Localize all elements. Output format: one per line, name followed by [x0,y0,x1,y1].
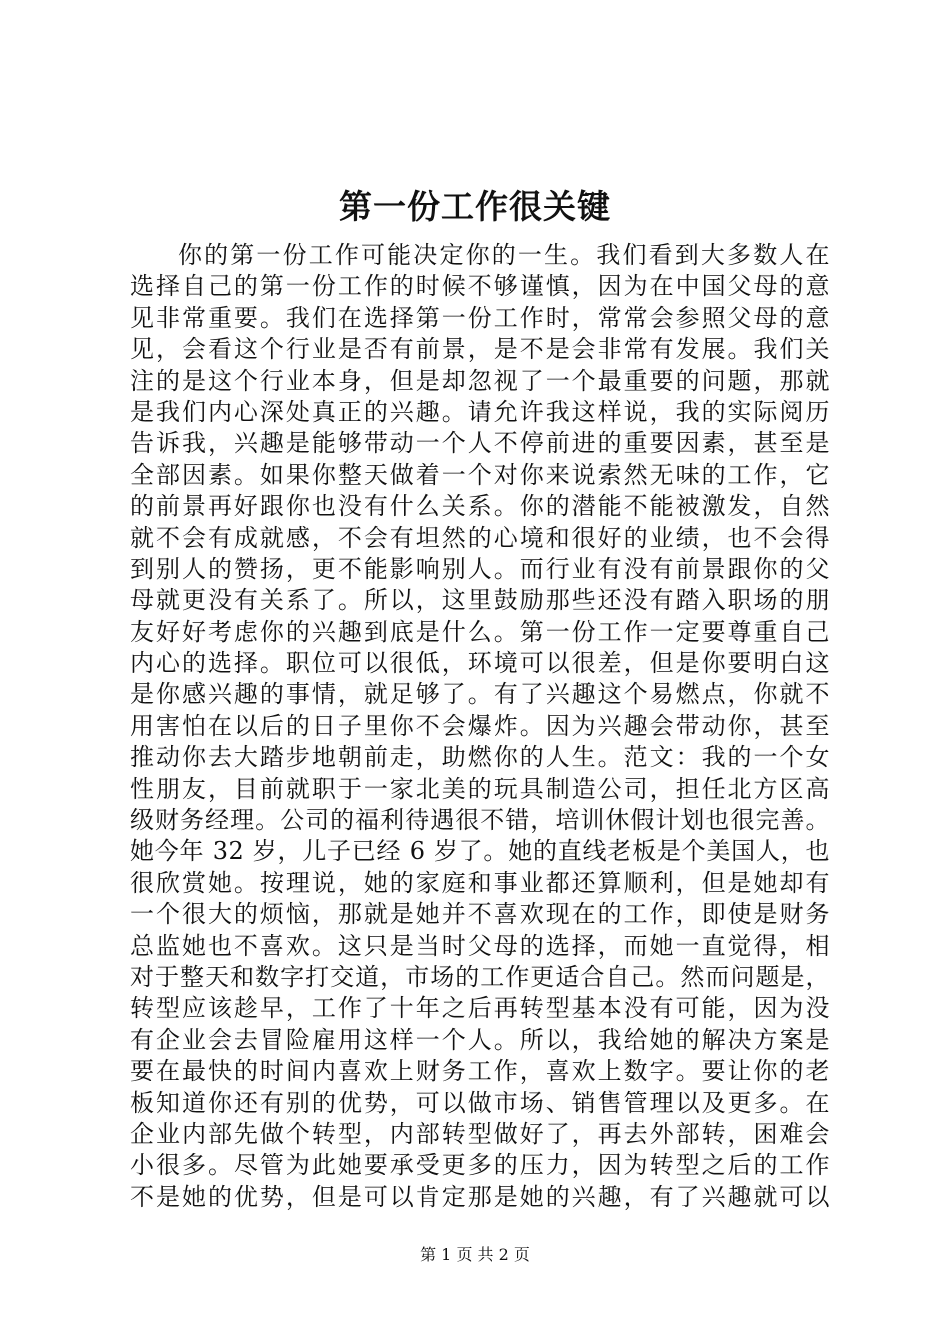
text-line: 注的是这个行业本身，但是却忽视了一个最重要的问题，那就 [130,366,830,395]
text-line: 就不会有成就感，不会有坦然的心境和很好的业绩，也不会得 [130,523,830,552]
text-line: 用害怕在以后的日子里你不会爆炸。因为兴趣会带动你，甚至 [130,711,830,740]
body-paragraph [130,240,830,1213]
text-line: 见，会看这个行业是否有前景，是不是会非常有发展。我们关 [130,335,830,364]
text-line: 的前景再好跟你也没有什么关系。你的潜能不能被激发，自然 [130,492,830,521]
text-line: 小很多。尽管为此她要承受更多的压力，因为转型之后的工作 [130,1151,830,1180]
text-line: 对于整天和数字打交道，市场的工作更适合自己。然而问题是， [130,962,830,991]
text-line: 不是她的优势，但是可以肯定那是她的兴趣，有了兴趣就可以 [130,1182,830,1211]
text-line: 一个很大的烦恼，那就是她并不喜欢现在的工作，即使是财务 [130,900,830,929]
text-line: 企业内部先做个转型，内部转型做好了，再去外部转，困难会 [130,1119,830,1148]
text-line: 她今年 32 岁，儿子已经 6 岁了。她的直线老板是个美国人，也 [130,837,830,866]
text-line: 见非常重要。我们在选择第一份工作时，常常会参照父母的意 [130,303,830,332]
text-line: 总监她也不喜欢。这只是当时父母的选择，而她一直觉得，相 [130,931,830,960]
text-line: 推动你去大踏步地朝前走，助燃你的人生。范文：我的一个女 [130,743,830,772]
text-line: 是我们内心深处真正的兴趣。请允许我这样说，我的实际阅历 [130,397,830,426]
text-line: 要在最快的时间内喜欢上财务工作，喜欢上数字。要让你的老 [130,1057,830,1086]
text-line: 性朋友，目前就职于一家北美的玩具制造公司，担任北方区高 [130,774,830,803]
text-line: 有企业会去冒险雇用这样一个人。所以，我给她的解决方案是 [130,1025,830,1054]
text-line: 告诉我，兴趣是能够带动一个人不停前进的重要因素，甚至是 [130,429,830,458]
text-line: 你的第一份工作可能决定你的一生。我们看到大多数人在 [178,241,830,269]
text-line: 友好好考虑你的兴趣到底是什么。第一份工作一定要尊重自己 [130,617,830,646]
text-line: 选择自己的第一份工作的时候不够谨慎，因为在中国父母的意 [130,272,830,301]
text-line: 全部因素。如果你整天做着一个对你来说索然无味的工作，它 [130,460,830,489]
text-line: 很欣赏她。按理说，她的家庭和事业都还算顺利，但是她却有 [130,868,830,897]
text-line: 内心的选择。职位可以很低，环境可以很差，但是你要明白这 [130,649,830,678]
text-line: 转型应该趁早，工作了十年之后再转型基本没有可能，因为没 [130,994,830,1023]
text-line: 母就更没有关系了。所以，这里鼓励那些还没有踏入职场的朋 [130,586,830,615]
text-line: 是你感兴趣的事情，就足够了。有了兴趣这个易燃点，你就不 [130,680,830,709]
text-line: 到别人的赞扬，更不能影响别人。而行业有没有前景跟你的父 [130,554,830,583]
page-footer: 第 1 页 共 2 页 [420,1245,530,1264]
text-line: 板知道你还有别的优势，可以做市场、销售管理以及更多。在 [130,1088,830,1117]
document-title: 第一份工作很关键 [339,187,611,226]
text-line: 级财务经理。公司的福利待遇很不错，培训休假计划也很完善。 [130,806,830,835]
